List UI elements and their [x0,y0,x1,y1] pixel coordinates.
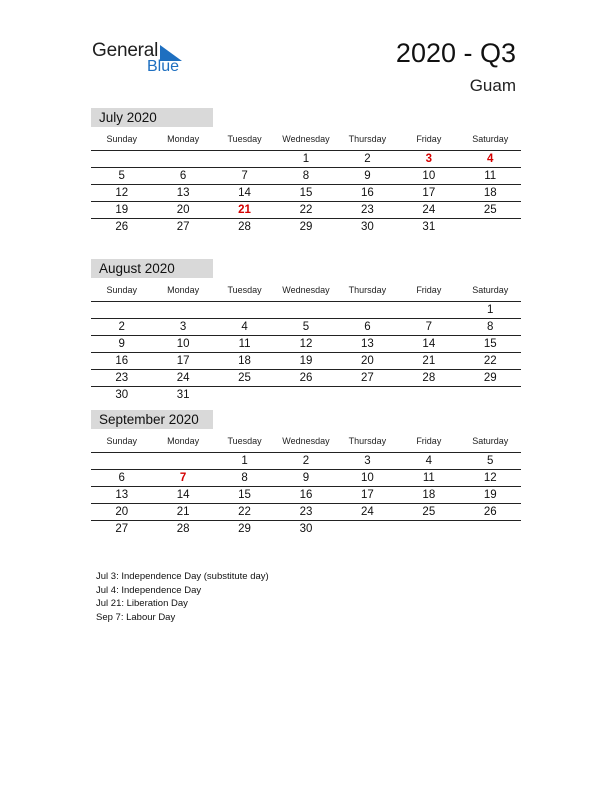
day-cell: 27 [115,523,129,535]
day-cell [398,521,459,537]
day-cell: 22 [238,506,251,518]
day-cell [337,521,398,537]
day-cell: 3 [364,455,371,467]
day-cell [152,151,213,167]
day-cell: 29 [483,372,497,384]
day-cell: 1 [487,304,494,316]
country-name: Guam [469,76,516,95]
day-cell [91,302,152,318]
weekday-header: Monday [167,134,200,144]
day-cell: 24 [422,204,436,216]
week-row [91,302,521,319]
month-label: September 2020 [91,410,213,429]
weekday-header-row [91,283,521,302]
weekday-header: Wednesday [282,436,330,446]
day-cell: 9 [118,338,125,350]
weekday-header: Wednesday [282,134,330,144]
day-cell: 9 [364,170,371,182]
day-cell [214,302,275,318]
day-cell: 22 [483,355,497,367]
week-row [91,168,521,185]
day-cell: 21 [176,506,190,518]
day-cell: 14 [238,187,251,199]
day-cell: 2 [302,455,310,467]
logo-general-text: General [92,40,159,61]
holiday-note: Sep 7: Labour Day [96,611,176,623]
holiday-note: Jul 21: Liberation Day [96,598,188,609]
day-cell: 26 [483,506,497,518]
day-cell: 10 [176,338,190,350]
day-cell: 22 [299,204,313,216]
month-august [91,259,521,403]
day-cell: 20 [115,506,129,518]
week-row [91,370,521,387]
week-row [91,470,521,487]
day-cell: 2 [364,153,371,165]
day-cell: 30 [361,221,374,233]
day-cell: 18 [238,355,251,367]
day-cell [460,219,521,235]
holiday-note: Jul 4: Independence Day [96,584,202,596]
weekday-header: Saturday [472,285,509,295]
weekday-header-row [91,434,521,453]
week-row [91,521,521,537]
day-cell: 29 [238,523,251,535]
day-cell: 25 [483,204,497,216]
day-cell: 19 [299,355,313,367]
weekday-header: Thursday [348,285,387,295]
day-cell: 3 [179,321,187,333]
day-cell: 31 [422,221,436,233]
week-row [91,487,521,504]
day-cell [460,387,521,403]
day-cell: 13 [115,489,129,501]
day-cell: 17 [422,187,436,199]
day-cell [275,387,336,403]
day-cell: 10 [422,170,436,182]
weekday-header: Wednesday [282,285,330,295]
day-cell: 2 [118,321,125,333]
week-row [91,453,521,470]
day-cell: 19 [483,489,497,501]
day-cell: 31 [176,389,190,401]
month-label: July 2020 [91,108,213,127]
day-cell [275,302,336,318]
day-cell [398,302,459,318]
day-cell: 17 [361,489,374,501]
day-cell: 13 [176,187,190,199]
weekday-header: Monday [167,436,200,446]
day-cell: 1 [241,455,248,467]
day-cell [460,521,521,537]
day-cell: 26 [115,221,129,233]
week-row [91,202,521,219]
week-row [91,219,521,235]
day-cell: 6 [118,472,125,484]
day-cell: 25 [238,372,251,384]
day-cell: 18 [422,489,436,501]
day-cell: 24 [176,372,190,384]
weekday-header: Monday [167,285,200,295]
day-cell: 11 [484,170,497,182]
weekday-header: Sunday [106,436,137,446]
day-cell: 8 [302,170,310,182]
day-cell: 30 [299,523,313,535]
month-september [91,410,521,537]
week-row [91,151,521,168]
day-cell: 20 [176,204,190,216]
day-cell: 6 [364,321,371,333]
weekday-header: Friday [416,285,442,295]
day-cell: 20 [361,355,374,367]
day-cell: 21 [422,355,436,367]
weekday-header: Friday [416,134,442,144]
day-cell: 8 [241,472,248,484]
weekday-header: Thursday [348,436,387,446]
day-cell: 28 [176,523,190,535]
week-row [91,504,521,521]
logo [92,40,202,80]
day-cell [398,387,459,403]
day-cell: 18 [483,187,497,199]
day-cell [152,302,213,318]
month-label: August 2020 [91,259,213,278]
day-cell [152,453,213,469]
day-cell: 23 [115,372,129,384]
day-cell: 25 [422,506,436,518]
day-cell: 16 [299,489,313,501]
day-cell: 17 [176,355,190,367]
weekday-header: Friday [416,436,442,446]
day-cell: 9 [302,472,310,484]
day-cell: 24 [361,506,374,518]
day-cell: 30 [115,389,129,401]
day-cell: 7 [241,170,248,182]
holiday-note: Jul 3: Independence Day (substitute day) [96,571,269,582]
week-row [91,185,521,202]
weekday-header: Thursday [348,134,387,144]
day-cell [337,387,398,403]
day-cell [91,151,152,167]
day-cell: 26 [299,372,313,384]
day-cell: 6 [179,170,187,182]
day-cell: 23 [361,204,374,216]
week-row [91,336,521,353]
day-cell: 15 [299,187,313,199]
day-cell: 28 [422,372,436,384]
weekday-header: Saturday [472,436,509,446]
day-cell: 10 [361,472,374,484]
day-cell [91,453,152,469]
weekday-header-row [91,132,521,151]
holiday-day-cell: 4 [487,153,494,165]
day-cell: 4 [425,455,433,467]
holiday-day-cell: 7 [179,472,187,484]
day-cell: 7 [425,321,433,333]
week-row [91,353,521,370]
weekday-header: Sunday [106,134,137,144]
day-cell [214,387,275,403]
day-cell: 27 [176,221,190,233]
month-july [91,108,521,235]
day-cell: 15 [238,489,251,501]
day-cell: 5 [302,321,310,333]
day-cell: 13 [361,338,374,350]
day-cell: 5 [487,455,494,467]
holiday-day-cell: 3 [425,153,433,165]
day-cell: 27 [361,372,374,384]
day-cell: 11 [238,338,251,350]
day-cell: 16 [361,187,374,199]
day-cell: 8 [487,321,494,333]
weekday-header: Sunday [106,285,137,295]
day-cell: 12 [115,187,129,199]
day-cell: 16 [115,355,129,367]
day-cell [337,302,398,318]
day-cell: 28 [238,221,251,233]
day-cell: 14 [176,489,190,501]
weekday-header: Saturday [472,134,509,144]
weekday-header: Tuesday [227,436,262,446]
logo-blue-text: Blue [147,58,180,75]
holiday-day-cell: 21 [238,204,251,216]
day-cell: 4 [241,321,248,333]
day-cell: 15 [483,338,497,350]
day-cell: 29 [299,221,313,233]
day-cell: 23 [299,506,313,518]
holiday-notes [96,570,269,624]
day-cell: 5 [118,170,125,182]
day-cell: 12 [483,472,497,484]
week-row [91,319,521,336]
weekday-header: Tuesday [227,134,262,144]
day-cell: 14 [422,338,436,350]
day-cell: 12 [299,338,313,350]
day-cell: 19 [115,204,129,216]
quarter-title: 2020 - Q3 [395,38,516,68]
weekday-header: Tuesday [227,285,262,295]
day-cell: 1 [302,153,310,165]
day-cell: 11 [422,472,435,484]
week-row [91,387,521,403]
day-cell [214,151,275,167]
